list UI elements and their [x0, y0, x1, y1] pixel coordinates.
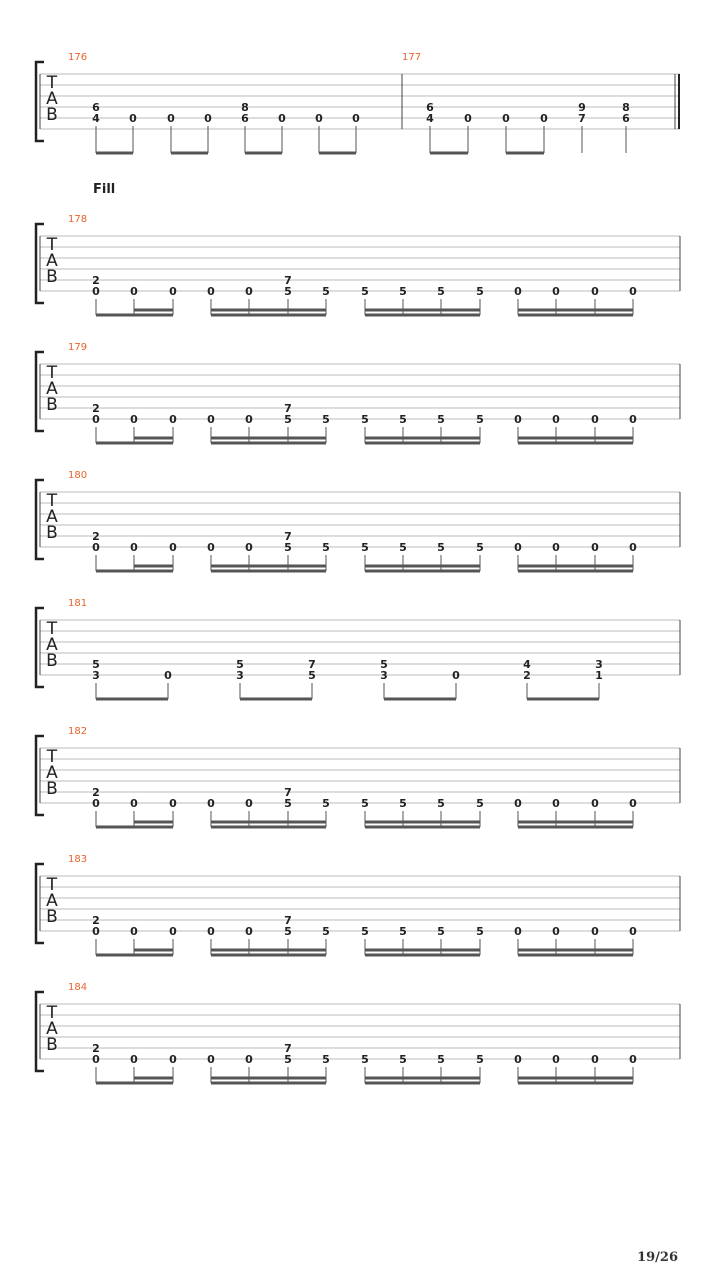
tab-clef-letter: A	[46, 379, 58, 399]
tab-clef-letter: A	[46, 635, 58, 655]
fret-number: 0	[164, 669, 172, 682]
fret-number: 5	[476, 413, 484, 426]
fret-number: 3	[595, 658, 603, 671]
fret-number: 2	[92, 530, 100, 543]
fret-number: 5	[92, 658, 100, 671]
fret-number: 0	[130, 413, 138, 426]
fret-number: 0	[591, 925, 599, 938]
fret-number: 5	[476, 541, 484, 554]
measure-number: 182	[68, 726, 88, 737]
fret-number: 0	[552, 285, 560, 298]
fret-number: 5	[476, 285, 484, 298]
tab-clef-letter: T	[46, 875, 58, 895]
fret-number: 5	[399, 1053, 407, 1066]
fret-number: 0	[514, 797, 522, 810]
tab-clef-letter: T	[46, 747, 58, 767]
fret-number: 0	[169, 1053, 177, 1066]
fret-number: 0	[552, 541, 560, 554]
fret-number: 5	[437, 925, 445, 938]
fret-number: 2	[92, 274, 100, 287]
fret-number: 2	[92, 1042, 100, 1055]
fret-number: 0	[169, 797, 177, 810]
measure-number: 181	[68, 598, 88, 609]
fret-number: 0	[591, 1053, 599, 1066]
fret-number: 0	[278, 112, 286, 125]
tab-clef-letter: B	[46, 395, 58, 415]
fret-number: 5	[322, 285, 330, 298]
fret-number: 5	[284, 925, 292, 938]
tab-clef-letter: B	[46, 267, 58, 287]
fret-number: 0	[92, 541, 100, 554]
fret-number: 5	[322, 413, 330, 426]
fret-number: 0	[130, 1053, 138, 1066]
fret-number: 5	[380, 658, 388, 671]
fret-number: 0	[502, 112, 510, 125]
fret-number: 7	[284, 274, 292, 287]
fret-number: 5	[399, 541, 407, 554]
fret-number: 9	[578, 101, 586, 114]
fret-number: 0	[207, 285, 215, 298]
fret-number: 0	[315, 112, 323, 125]
fret-number: 0	[207, 541, 215, 554]
fret-number: 5	[399, 413, 407, 426]
fret-number: 0	[92, 1053, 100, 1066]
fret-number: 0	[129, 112, 137, 125]
fret-number: 7	[308, 658, 316, 671]
fret-number: 5	[361, 541, 369, 554]
fret-number: 4	[92, 112, 100, 125]
fret-number: 8	[622, 101, 630, 114]
fret-number: 5	[284, 285, 292, 298]
fret-number: 5	[437, 541, 445, 554]
tab-clef-letter: B	[46, 651, 58, 671]
fret-number: 5	[308, 669, 316, 682]
fret-number: 5	[437, 1053, 445, 1066]
fret-number: 2	[92, 402, 100, 415]
fret-number: 0	[245, 413, 253, 426]
fret-number: 0	[514, 925, 522, 938]
fret-number: 5	[399, 925, 407, 938]
fret-number: 7	[284, 1042, 292, 1055]
tab-clef-letter: A	[46, 1019, 58, 1039]
fret-number: 0	[514, 413, 522, 426]
fret-number: 2	[523, 669, 531, 682]
fret-number: 0	[245, 1053, 253, 1066]
fret-number: 5	[437, 285, 445, 298]
fret-number: 0	[352, 112, 360, 125]
fret-number: 0	[552, 925, 560, 938]
tab-clef-letter: T	[46, 363, 58, 383]
fret-number: 6	[92, 101, 100, 114]
fret-number: 6	[426, 101, 434, 114]
fret-number: 5	[361, 1053, 369, 1066]
fret-number: 0	[207, 797, 215, 810]
fret-number: 0	[591, 541, 599, 554]
fret-number: 0	[514, 285, 522, 298]
fret-number: 0	[169, 541, 177, 554]
tab-clef-letter: T	[46, 619, 58, 639]
fret-number: 4	[523, 658, 531, 671]
measure-number: 177	[402, 52, 422, 63]
fret-number: 5	[284, 1053, 292, 1066]
fret-number: 5	[322, 541, 330, 554]
tab-clef-letter: A	[46, 891, 58, 911]
fret-number: 7	[578, 112, 586, 125]
fret-number: 0	[92, 925, 100, 938]
fret-number: 0	[130, 797, 138, 810]
fret-number: 5	[322, 925, 330, 938]
fret-number: 5	[284, 797, 292, 810]
fret-number: 5	[476, 925, 484, 938]
fret-number: 5	[322, 1053, 330, 1066]
fret-number: 1	[595, 669, 603, 682]
fret-number: 0	[629, 797, 637, 810]
fret-number: 5	[361, 925, 369, 938]
fret-number: 0	[552, 1053, 560, 1066]
tab-clef-letter: B	[46, 1035, 58, 1055]
fret-number: 0	[130, 285, 138, 298]
fret-number: 4	[426, 112, 434, 125]
tab-clef-letter: A	[46, 507, 58, 527]
fret-number: 0	[169, 925, 177, 938]
tab-clef-letter: T	[46, 491, 58, 511]
fret-number: 0	[130, 541, 138, 554]
tab-clef-letter: T	[46, 73, 58, 93]
fret-number: 7	[284, 914, 292, 927]
fret-number: 5	[322, 797, 330, 810]
fret-number: 0	[629, 925, 637, 938]
tab-clef-letter: A	[46, 89, 58, 109]
tab-clef-letter: A	[46, 763, 58, 783]
fret-number: 5	[284, 413, 292, 426]
fret-number: 0	[245, 797, 253, 810]
fret-number: 0	[629, 541, 637, 554]
fret-number: 7	[284, 530, 292, 543]
measure-number: 176	[68, 52, 88, 63]
tab-clef-letter: B	[46, 105, 58, 125]
fret-number: 3	[380, 669, 388, 682]
fret-number: 0	[167, 112, 175, 125]
fret-number: 0	[92, 285, 100, 298]
tab-clef-letter: B	[46, 907, 58, 927]
fret-number: 0	[245, 541, 253, 554]
measure-number: 178	[68, 214, 88, 225]
fret-number: 5	[361, 413, 369, 426]
fret-number: 5	[361, 797, 369, 810]
fret-number: 7	[284, 786, 292, 799]
fret-number: 0	[452, 669, 460, 682]
fret-number: 0	[591, 285, 599, 298]
fret-number: 0	[514, 1053, 522, 1066]
fret-number: 0	[207, 1053, 215, 1066]
fret-number: 5	[284, 541, 292, 554]
fret-number: 0	[207, 925, 215, 938]
fret-number: 0	[207, 413, 215, 426]
fret-number: 0	[552, 413, 560, 426]
fret-number: 2	[92, 786, 100, 799]
fret-number: 5	[361, 285, 369, 298]
tab-clef-letter: T	[46, 1003, 58, 1023]
page-number: 19/26	[637, 1250, 678, 1265]
fret-number: 0	[629, 413, 637, 426]
fret-number: 3	[236, 669, 244, 682]
fret-number: 5	[236, 658, 244, 671]
fill-annotation: Fill	[93, 182, 116, 197]
fret-number: 0	[169, 285, 177, 298]
measure-number: 179	[68, 342, 88, 353]
fret-number: 0	[245, 285, 253, 298]
fret-number: 6	[241, 112, 249, 125]
fret-number: 0	[92, 797, 100, 810]
fret-number: 0	[591, 413, 599, 426]
fret-number: 0	[591, 797, 599, 810]
fret-number: 0	[130, 925, 138, 938]
fret-number: 3	[92, 669, 100, 682]
tab-clef-letter: B	[46, 523, 58, 543]
fret-number: 7	[284, 402, 292, 415]
tab-clef-letter: A	[46, 251, 58, 271]
fret-number: 0	[92, 413, 100, 426]
fret-number: 0	[245, 925, 253, 938]
fret-number: 0	[514, 541, 522, 554]
fret-number: 0	[629, 285, 637, 298]
fret-number: 5	[476, 1053, 484, 1066]
fret-number: 0	[552, 797, 560, 810]
measure-number: 180	[68, 470, 88, 481]
fret-number: 5	[437, 413, 445, 426]
fret-number: 5	[399, 285, 407, 298]
measure-number: 183	[68, 854, 88, 865]
fret-number: 0	[169, 413, 177, 426]
fret-number: 6	[622, 112, 630, 125]
fret-number: 5	[437, 797, 445, 810]
tab-clef-letter: T	[46, 235, 58, 255]
fret-number: 0	[464, 112, 472, 125]
fret-number: 5	[399, 797, 407, 810]
fret-number: 0	[540, 112, 548, 125]
fret-number: 0	[204, 112, 212, 125]
fret-number: 0	[629, 1053, 637, 1066]
measure-number: 184	[68, 982, 88, 993]
fret-number: 2	[92, 914, 100, 927]
tab-clef-letter: B	[46, 779, 58, 799]
fret-number: 8	[241, 101, 249, 114]
fret-number: 5	[476, 797, 484, 810]
